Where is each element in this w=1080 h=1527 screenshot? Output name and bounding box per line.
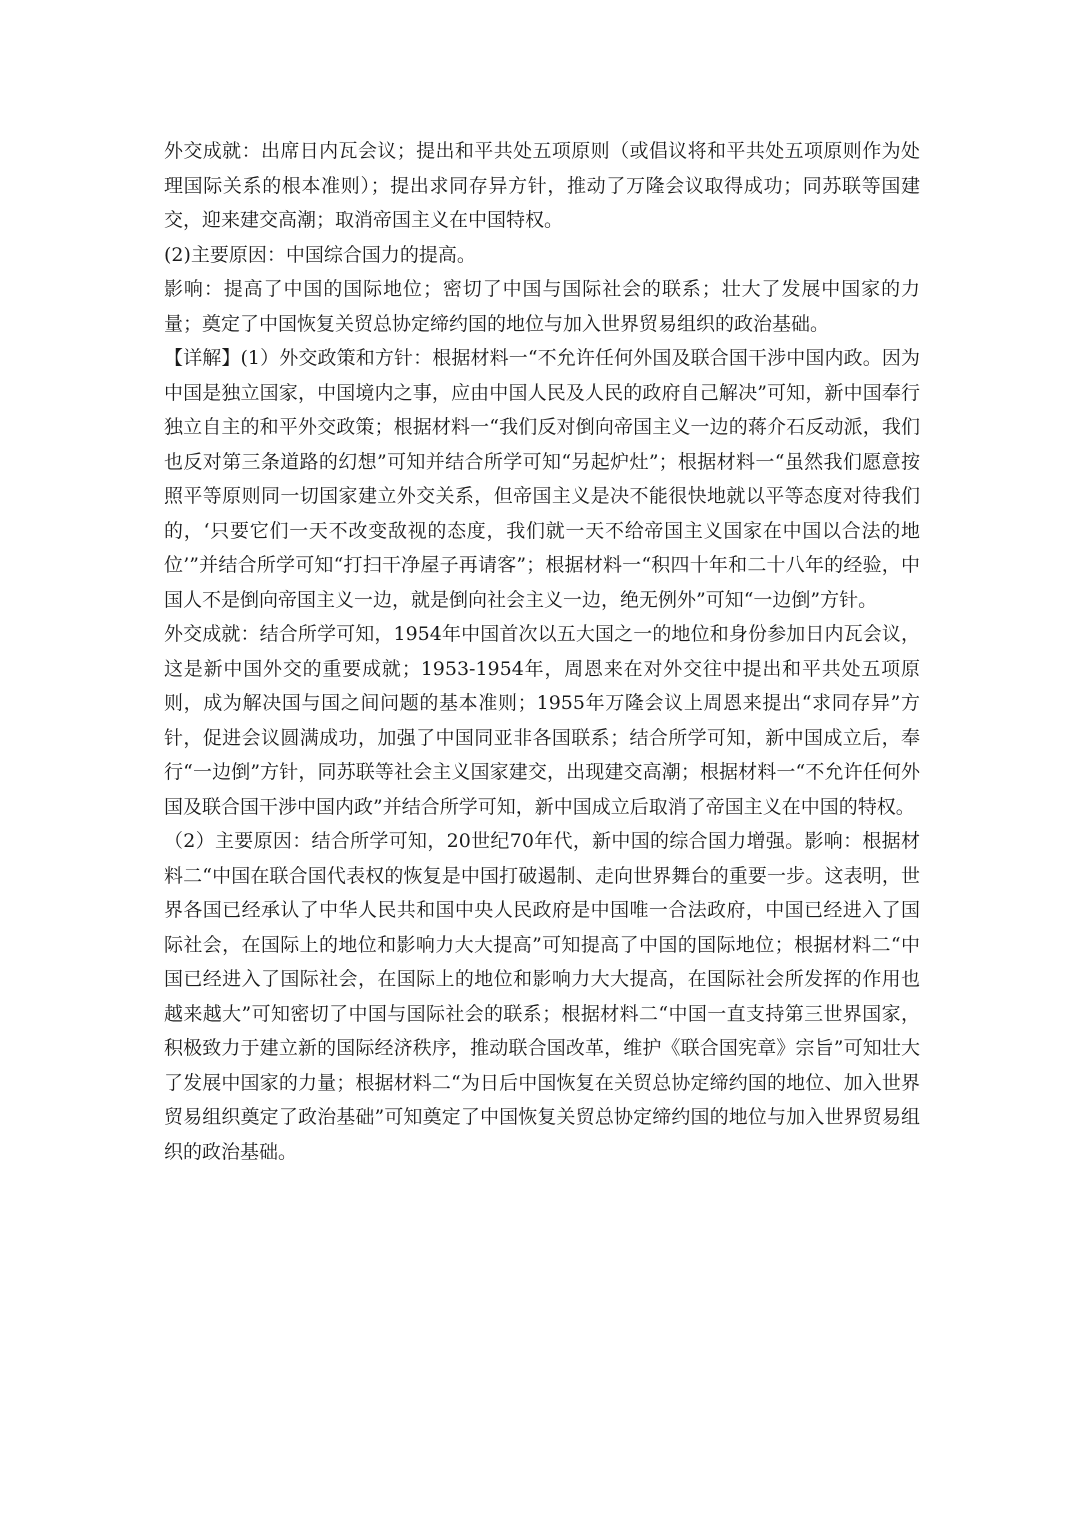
answer-impact-paragraph: 影响：提高了中国的国际地位；密切了中国与国际社会的联系；壮大了发展中国家的力量；奠定了中国恢复关贸总协定缔约国的地位与加入世界贸易组织的政治基础。 [164,278,920,335]
explanation-policy-paragraph: 【详解】(1）外交政策和方针：根据材料一“不允许任何外国及联合国干涉中国内政。因为中国是独立国家，中国境内之事，应由中国人民及人民的政府自己解决”可知，新中国奉行独立自主的和平外交政策；根据材料一“我们反对倒向帝国主义一边的蒋介石反动派，我们也反对第三条道路的幻想”可知并结合所学可知“另起炉灶”；根据材料一“虽然我们愿意按照平等原则同一切国家建立外交关系，但帝国主义是决不能很快地就以平等态度对待我们的，‘只要它们一天不改变敌视的态度，我们就一天不给帝国主义国家在中国以合法的地位’”并结合所学可知“打扫干净屋子再请客”；根据材料一“积四十年和二十八年的经验，中国人不是倒向帝国主义一边，就是倒向社会主义一边，绝无例外”可知“一边倒”方针。 [164,347,920,611]
explanation-reason-impact-paragraph: （2）主要原因：结合所学可知，20世纪70年代，新中国的综合国力增强。影响：根据材料二“中国在联合国代表权的恢复是中国打破遏制、走向世界舞台的重要一步。这表明，世界各国已经承认了中华人民共和国中央人民政府是中国唯一合法政府，中国已经进入了国际社会，在国际上的地位和影响力大大提高”可知提高了中国的国际地位；根据材料二“中国已经进入了国际社会，在国际上的地位和影响力大大提高，在国际社会所发挥的作用也越来越大”可知密切了中国与国际社会的联系；根据材料二“中国一直支持第三世界国家，积极致力于建立新的国际经济秩序，推动联合国改革，维护《联合国宪章》宗旨”可知壮大了发展中国家的力量；根据材料二“为日后中国恢复在关贸总协定缔约国的地位、加入世界贸易组织奠定了政治基础”可知奠定了中国恢复关贸总协定缔约国的地位与加入世界贸易组织的政治基础。 [164,830,920,1163]
explanation-achievements-paragraph: 外交成就：结合所学可知，1954年中国首次以五大国之一的地位和身份参加日内瓦会议，这是新中国外交的重要成就；1953-1954年，周恩来在对外交往中提出和平共处五项原则，成为解决国与国之间问题的基本准则；1955年万隆会议上周恩来提出“求同存异”方针，促进会议圆满成功，加强了中国同亚非各国联系；结合所学可知，新中国成立后，奉行“一边倒”方针，同苏联等社会主义国家建交，出现建交高潮；根据材料一“不允许任何外国及联合国干涉中国内政”并结合所学可知，新中国成立后取消了帝国主义在中国的特权。 [164,623,920,818]
document-body [164,134,920,1169]
answer-achievements-paragraph: 外交成就：出席日内瓦会议；提出和平共处五项原则（或倡议将和平共处五项原则作为处理国际关系的根本准则）；提出求同存异方针，推动了万隆会议取得成功；同苏联等国建交，迎来建交高潮；取消帝国主义在中国特权。 [164,140,920,231]
answer-reason-paragraph: (2)主要原因：中国综合国力的提高。 [164,243,476,266]
